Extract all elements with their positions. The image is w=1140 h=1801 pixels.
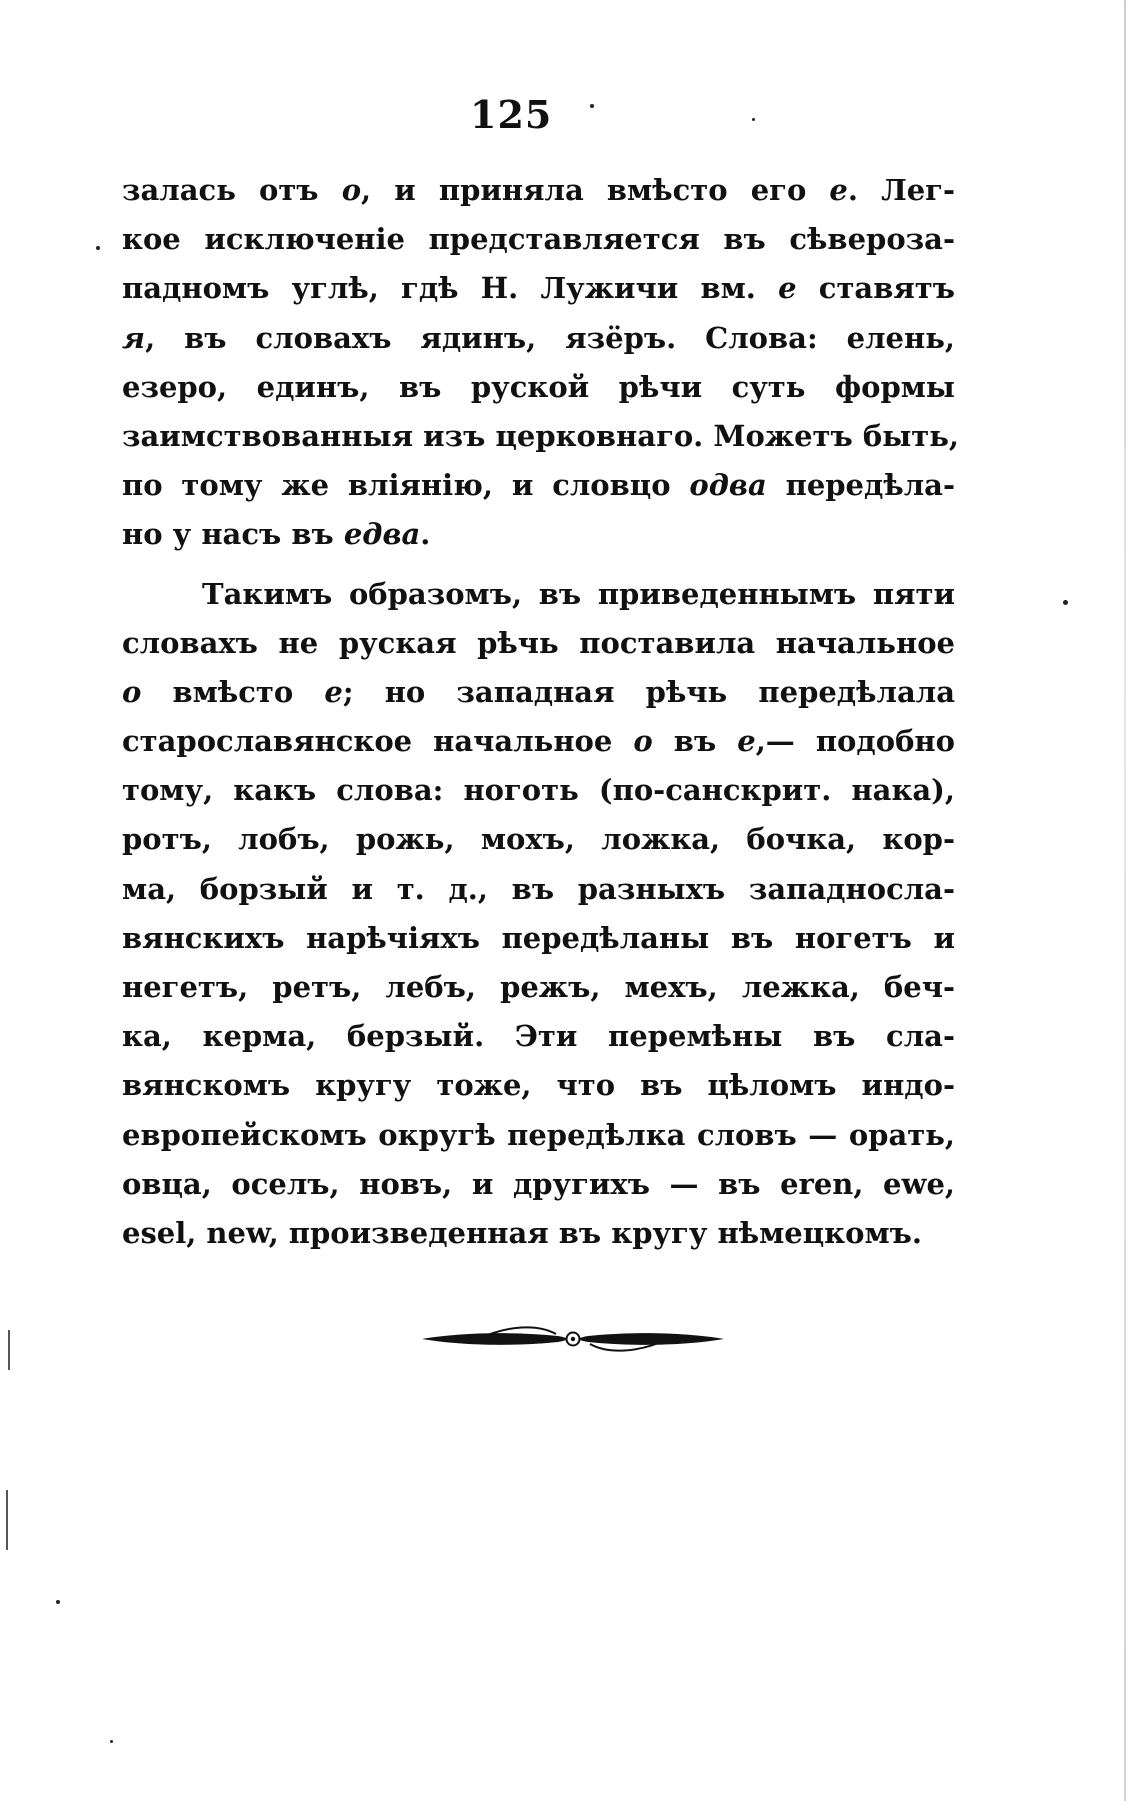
page-edge: [1124, 0, 1126, 1801]
italic-run: е: [737, 724, 756, 759]
italic-run: я: [122, 320, 146, 355]
text-line: [122, 314, 955, 363]
text-run: падномъ углѣ, гдѣ Н. Лужичи вм.: [122, 271, 779, 306]
text-line: [122, 412, 960, 461]
text-line: [122, 1209, 955, 1258]
text-run: по тому же влiянiю, и словцо: [122, 468, 690, 503]
text-run: негетъ, ретъ, лебъ, режъ, мехъ, лежка, беч-: [122, 970, 955, 1004]
text-run: ротъ, лобъ, рожь, мохъ, ложка, бочка, кор-: [122, 822, 955, 857]
text-run: ,— подобно: [755, 724, 955, 759]
scan-speck: [110, 1740, 113, 1743]
text-line: [122, 570, 955, 619]
paragraph-gap: [122, 560, 955, 570]
italic-run: о: [122, 674, 142, 709]
text-line: [122, 215, 955, 264]
text-line: [122, 510, 955, 559]
text-line: [122, 963, 955, 1012]
text-run: esel, new, произведенная въ кругу нѣмецкомъ.: [122, 1215, 922, 1250]
text-line: [122, 1061, 955, 1110]
italic-run: о: [633, 724, 653, 759]
text-line: [122, 865, 955, 914]
text-line: [122, 914, 955, 963]
scan-speck: [752, 118, 755, 121]
text-run: передѣла-: [766, 468, 956, 503]
page-number: 125: [470, 92, 553, 137]
text-run: овца, оселъ, новъ, и другихъ — въ eren, ewe,: [122, 1166, 955, 1201]
italic-run: е: [324, 674, 343, 709]
text-line: [122, 1160, 955, 1209]
text-line: [122, 766, 955, 815]
text-line: [122, 668, 955, 717]
text-run: словахъ не руская рѣчь поставила начальное: [122, 625, 955, 660]
text-run: вянскихъ нарѣчiяхъ передѣланы въ ногетъ и: [122, 920, 955, 955]
italic-run: е: [778, 271, 797, 306]
text-run: , и приняла вмѣсто его: [361, 173, 830, 207]
text-run: ; но западная рѣчь передѣлала: [342, 674, 955, 709]
text-run: езеро, единъ, въ руской рѣчи суть формы: [122, 369, 955, 404]
body-text: [122, 166, 960, 1258]
italic-run: е: [829, 173, 848, 207]
text-run: .: [420, 517, 431, 552]
text-line: [122, 1111, 955, 1160]
text-run: ставятъ: [796, 271, 955, 306]
text-line: [122, 461, 955, 510]
text-line: [122, 363, 955, 412]
scan-mark: [8, 1330, 10, 1370]
text-run: залась отъ: [122, 173, 342, 207]
text-run: . Лег-: [847, 173, 955, 207]
italic-run: одва: [689, 468, 767, 503]
text-run: но у насъ въ: [122, 517, 344, 552]
scan-speck: [56, 1600, 60, 1604]
scan-speck: [1063, 600, 1068, 605]
text-run: европейскомъ округѣ передѣлка словъ — орать,: [122, 1117, 955, 1152]
ornamental-divider: [418, 1322, 728, 1356]
text-line: [122, 815, 955, 864]
italic-run: о: [341, 173, 362, 207]
text-line: [122, 717, 955, 766]
scan-speck: [590, 104, 594, 108]
text-run: вмѣсто: [141, 674, 325, 709]
text-run: тому, какъ слова: ноготь (по-санскрит. нака),: [122, 773, 955, 808]
text-run: въ: [652, 724, 738, 759]
text-run: старославянское начальное: [122, 724, 634, 759]
text-line: [122, 1012, 955, 1061]
scan-mark: [6, 1490, 8, 1550]
text-run: кое исключенiе представляется въ сѣвероза-: [122, 222, 955, 257]
text-run: заимствованныя изъ церковнаго. Можетъ быть,: [122, 418, 960, 453]
text-run: вянскомъ кругу тоже, что въ цѣломъ индо-: [122, 1068, 955, 1103]
text-line: [122, 264, 955, 313]
scan-speck: [96, 246, 100, 250]
text-run: ка, керма, берзый. Эти перемѣны въ сла-: [122, 1019, 955, 1054]
text-run: , въ словахъ ядинъ, язёръ. Слова: елень,: [145, 320, 955, 355]
text-line: [122, 619, 955, 668]
italic-run: едва: [343, 517, 421, 552]
text-line: [122, 166, 955, 215]
text-run: ма, борзый и т. д., въ разныхъ западносла-: [122, 871, 955, 906]
text-run: Такимъ образомъ, въ приведеннымъ пяти: [202, 576, 955, 611]
